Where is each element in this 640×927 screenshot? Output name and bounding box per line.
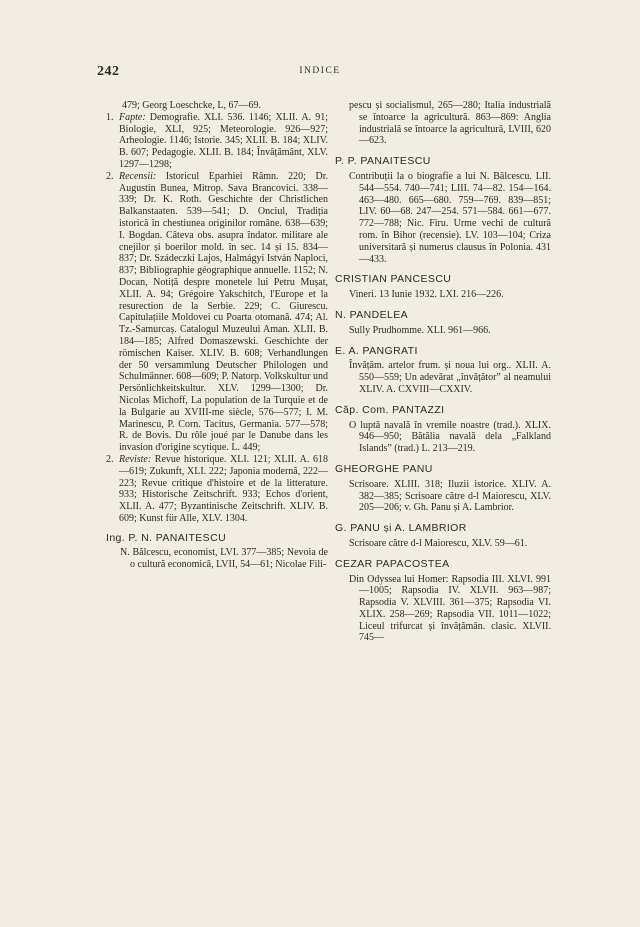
index-item bbox=[106, 112, 328, 171]
author-entry: Sully Prudhomme. XLI. 961—966. bbox=[349, 324, 491, 336]
item-body bbox=[119, 171, 328, 454]
item-body bbox=[119, 112, 328, 171]
author-heading: CEZAR PAPACOSTEA bbox=[335, 557, 450, 570]
author-entry: Scrisoare. XLIII. 318; Iluzii istorice. XLIV. A. 382—385; Scrisoare către d-l Maiorescu, XLV. 205—206; v. Gh. Panu și A. Lambrior. bbox=[349, 478, 551, 514]
running-head: INDICE bbox=[299, 66, 341, 76]
item-heading: Reviste: bbox=[119, 453, 152, 465]
author-entry: Din Odyssea lui Homer: Rapsodia III. XLVI. 991—1005; Rapsodia IV. XLVII. 963—987; Rapsodia V. XLVIII. 361—375; Rapsodia VI. XLIX. 258—269; Rapsodia VII. 1011—1022; Liceul trifurcat și învățămân. clasic. XLVII. 745— bbox=[349, 573, 551, 644]
item-number: 1. bbox=[106, 111, 114, 123]
page-number: 242 bbox=[97, 64, 120, 79]
item-heading: Fapte: bbox=[119, 111, 146, 123]
author-heading: Căp. Com. PANTAZZI bbox=[335, 403, 445, 416]
continuation-text: pescu și socialismul, 265—280; Italia industrială se întoarce la agricultură. 863—869: Anglia industrială se întoarce la agricultură, LVIII, 620—623. bbox=[349, 100, 551, 147]
author-heading: N. PANDELEA bbox=[335, 308, 409, 321]
right-column bbox=[335, 100, 551, 648]
item-number: 2. bbox=[106, 170, 114, 182]
index-item bbox=[106, 171, 328, 454]
author-entry: Învățăm. artelor frum. și noua lui org.. XLII. A. 550—559; Un adevărat „învățător” al neamului XLIV. A. CXVIII—CXXIV. bbox=[349, 360, 551, 395]
author-entry: O luptă navală în vremile noastre (trad.). XLIX. 946—950; Bătălia navală dela „Falkland Islands” (trad.) L. 213—219. bbox=[349, 419, 551, 455]
author-entry: Scrisoare către d-l Maiorescu, XLV. 59—61. bbox=[349, 537, 528, 549]
item-body bbox=[119, 454, 328, 525]
left-column bbox=[106, 100, 328, 575]
item-heading: Recensii: bbox=[119, 170, 157, 182]
author-heading: G. PANU și A. LAMBRIOR bbox=[335, 522, 467, 535]
index-item bbox=[106, 454, 328, 525]
author-entry: Vineri. 13 Iunie 1932. LXI. 216—226. bbox=[349, 289, 504, 301]
item-text: Istoricul Eparhiei Râmn. 220; Dr. Augustin Bunea, Mitrop. Sava Brancovici. 338—339; Dr. K. Roth. Geschichte der Christlichen Balkanstaaten. 539—541; D. Onciul, Tradiția istorică în chestiunea originilor române. 638—639; I. Bogdan. Câteva obs. asupra îndator. militare ale cnejilor și boerilor mold. în sec. 14 și 15. 834—837; Dr. Szádeczki Lajos, Halmágyi István Naploci, 837; Bibliographie géographique annuelle. 1152; N. Docan, Notiță despre monetele lui Petru Mușat, XLII. A. 94; Grégoire Yakschitch, l'Europe et la resurection de la Serbie. 229; C. Giurescu. Capitulațiile Moldovei cu Poarta otomană. 474; Al. Tz.-Samurcaș. Catalogul Muzeului Aman. XLII. B. 184—185; Alfred Domaszewski. Geschichte der römischen Kaiser. XLIV. B. 608; Verhandlungen der 50 versammlung Deutscher Philologen und Schulmänner. 608—609; P. Natorp. Volkskultur und Persönlichkeitskultur. XLV. 1299—1300; Dr. Nicolas Michoff, La population de la Turquie et de la Bulgarie au XVIII-me siècle, 576—577; I. M. Marinescu, P. Corn. Tacitus, Germania. 577—578; R. de Bovis. Du rôle joué par le Danube dans les invasion d'origine scytique. L. 449; bbox=[119, 170, 328, 454]
author-entry: Contribuții la o biografie a lui N. Bălcescu. LII. 544—554. 740—741; LIII. 74—82. 154—164. 463—480. 665—680. 759—769. 839—851; LIV. 60—68. 247—254. 571—584. 661—677. 772—788; Nic. Firu. Urme vechi de cultură rom. în Bihor (recensie). LV. 103—104; Criza universitară și numerus clausus în Polonia. 431—433. bbox=[349, 170, 551, 265]
continuation-text: 479; Georg Loeschcke, L, 67—69. bbox=[122, 100, 261, 111]
item-text: Revue historique. XLI. 121; XLII. A. 618—619; Zukunft, XLI. 222; Japonia modernă, 222—223; Revue critique d'histoire et de la litterature. 933; Historische Zeitschrift. 933; Echos d'orient, XLII. A. 477; Byzantinische Zeitschrift. XLIV. B. 609; Kunst für Alle, XLV. 1304. bbox=[119, 453, 328, 524]
author-heading: CRISTIAN PANCESCU bbox=[335, 273, 452, 286]
item-number: 2. bbox=[106, 453, 114, 465]
author-heading: E. A. PANGRATI bbox=[335, 344, 418, 357]
item-text: Demografie. XLI. 536. 1146; XLII. A. 91; Biologie, XLI, 925; Meteorologie. 926—927; Arheologie. 1146; Istorie. 345; XLII. B. 184; XLIV. B. 607; Pedagogie. XLII. B. 184; Învățământ, XLV. 1297—1298; bbox=[119, 111, 329, 170]
author-entry: N. Bălcescu, economist, LVI. 377—385; Nevoia de o cultură economică, LVII, 54—61; Nicolae Fili- bbox=[120, 547, 328, 571]
author-heading: GHEORGHE PANU bbox=[335, 462, 433, 475]
author-heading: Ing. P. N. PANAITESCU bbox=[106, 531, 227, 544]
author-heading: P. P. PANAITESCU bbox=[335, 155, 431, 168]
